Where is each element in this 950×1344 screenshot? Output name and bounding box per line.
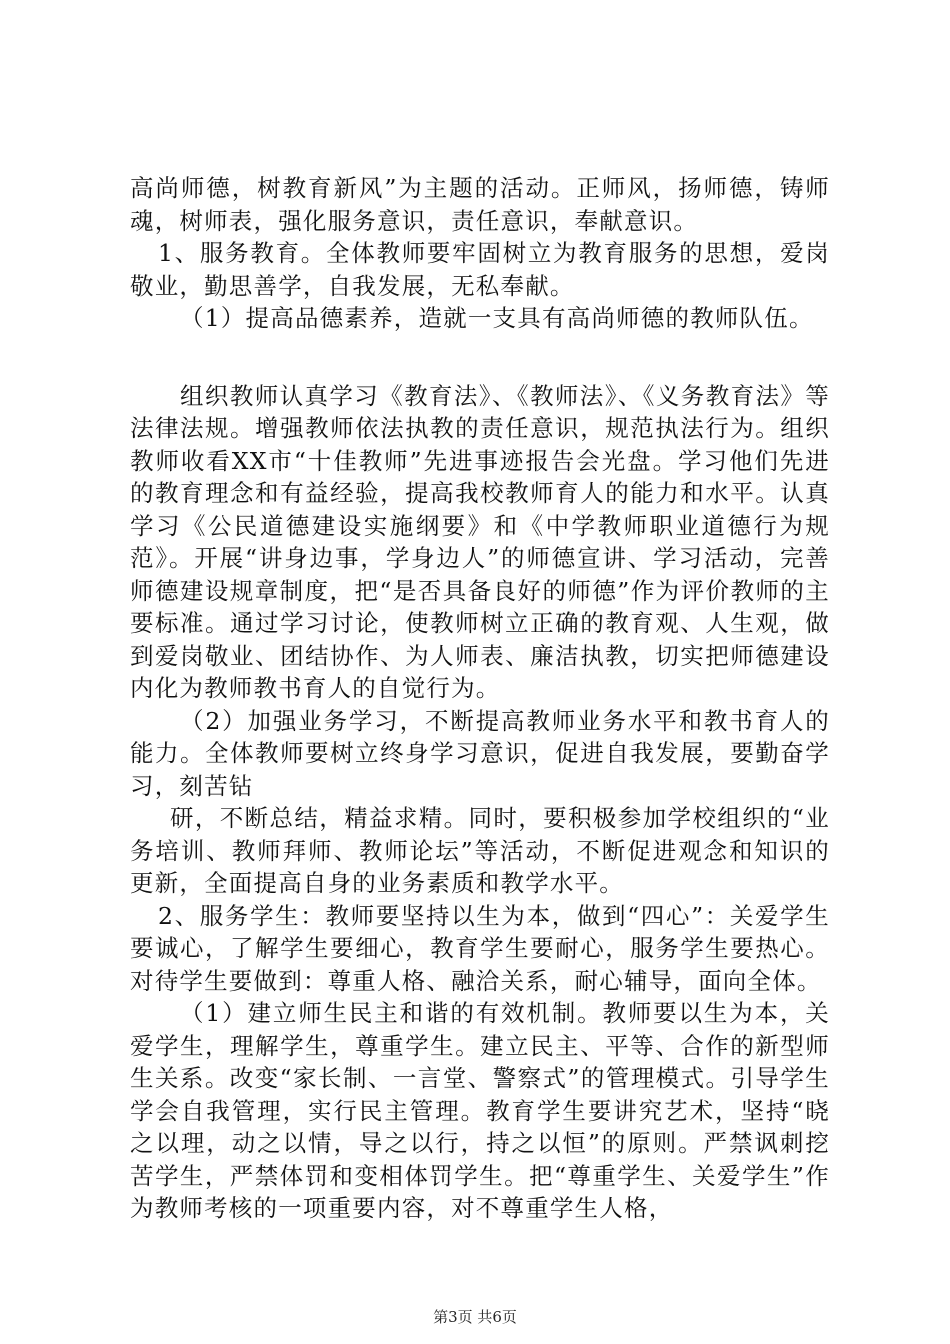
paragraph-business-study: （2）加强业务学习，不断提高教师业务水平和教书育人的能力。全体教师要树立终身学习意识，促进自我发展，要勤奋学习，刻苦钻 bbox=[130, 706, 830, 800]
paragraph-moral-quality-heading: （1）提高品德素养，造就一支具有高尚师德的教师队伍。 bbox=[180, 304, 814, 332]
page-number-footer: 第3页 共6页 bbox=[433, 1308, 517, 1326]
document-body bbox=[130, 172, 830, 1225]
paragraph-spacer bbox=[130, 335, 830, 380]
paragraph-business-study-continued: 研，不断总结，精益求精。同时，要积极参加学校组织的“业务培训、教师拜师、教师论坛”等活动，不断促进观念和知识的更新，全面提高自身的业务素质和教学水平。 bbox=[130, 804, 830, 897]
paragraph-service-education: 1、服务教育。全体教师要牢固树立为教育服务的思想，爱岗敬业，勤思善学，自我发展，无私奉献。 bbox=[130, 239, 830, 300]
paragraph-serve-students: 2、服务学生：教师要坚持以生为本，做到“四心”：关爱学生要诚心，了解学生要细心，教育学生要耐心，服务学生要热心。对待学生要做到：尊重人格、融洽关系，耐心辅导，面向全体。 bbox=[130, 901, 830, 995]
paragraph-law-study: 组织教师认真学习《教育法》、《教师法》、《义务教育法》等法律法规。增强教师依法执教的责任意识，规范执法行为。组织教师收看XX市“十佳教师”先进事迹报告会光盘。学习他们先进的教育理念和有益经验，提高我校教师育人的能力和水平。认真学习《公民道德建设实施纲要》和《中学教师职业道德行为规范》。开展“讲身边事，学身边人”的师德宣讲、学习活动，完善师德建设规章制度，把“是否具备良好的师德”作为评价教师的主要标准。通过学习讨论，使教师树立正确的教育观、人生观，做到爱岗敬业、团结协作、为人师表、廉洁执教，切实把师德建设内化为教师教书育人的自觉行为。 bbox=[130, 381, 830, 702]
paragraph-theme-continuation: 高尚师德，树教育新风”为主题的活动。正师风，扬师德，铸师魂，树师表，强化服务意识，责任意识，奉献意识。 bbox=[130, 174, 830, 235]
paragraph-teacher-student-mechanism: （1）建立师生民主和谐的有效机制。教师要以生为本，关爱学生，理解学生，尊重学生。建立民主、平等、合作的新型师生关系。改变“家长制、一言堂、警察式”的管理模式。引导学生学会自我管理，实行民主管理。教育学生要讲究艺术，坚持“晓之以理，动之以情，导之以行，持之以恒”的原则。严禁讽刺挖苦学生，严禁体罚和变相体罚学生。把“尊重学生、关爱学生”作为教师考核的一项重要内容，对不尊重学生人格， bbox=[130, 999, 830, 1222]
